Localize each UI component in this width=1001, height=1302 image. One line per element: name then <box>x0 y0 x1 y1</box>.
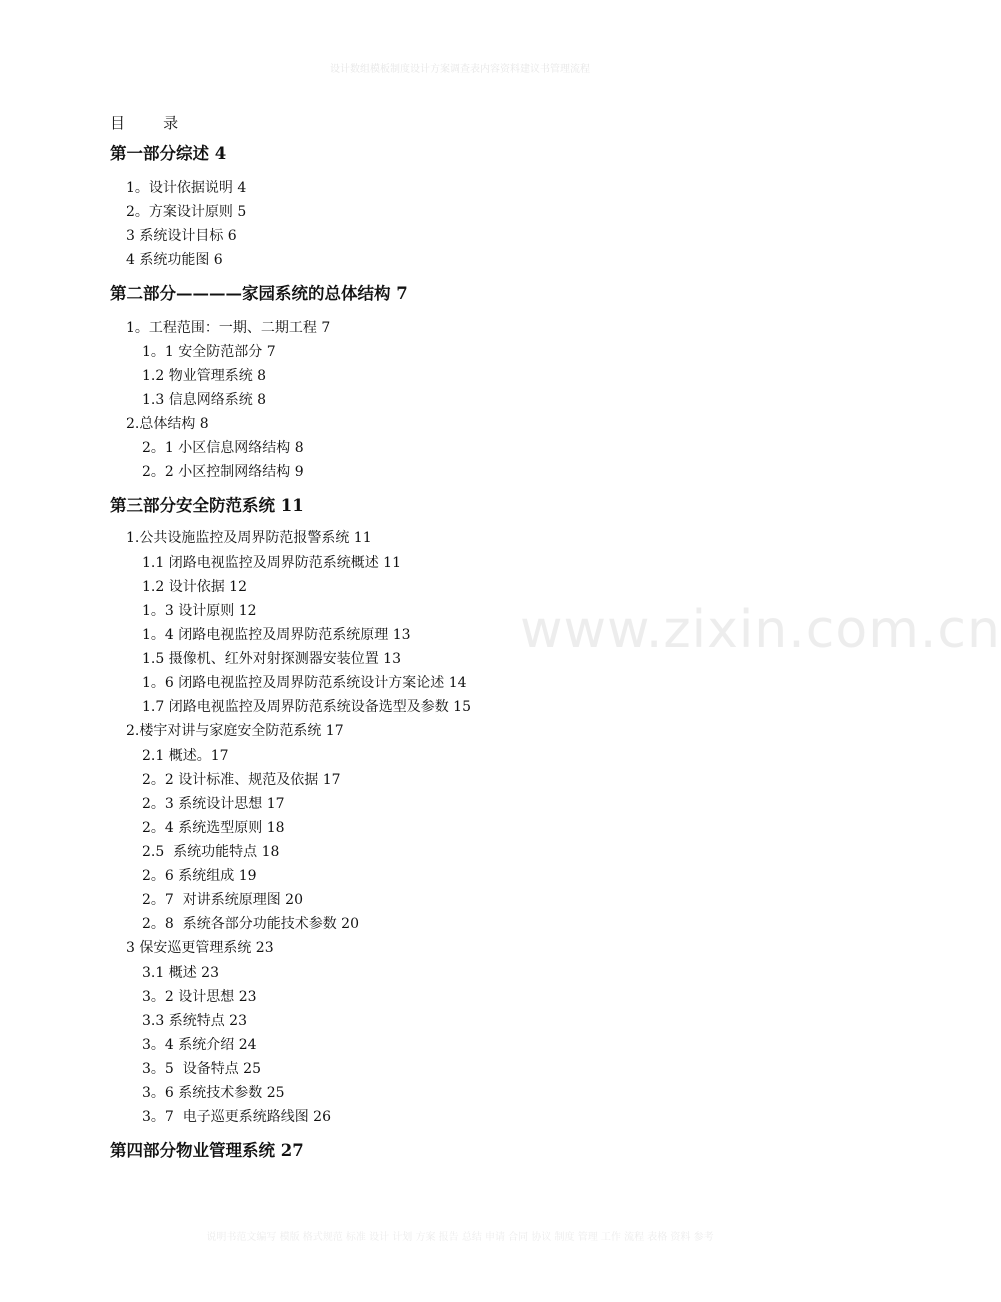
toc-subentry: 3.3 系统特点 23 <box>142 1013 247 1029</box>
toc-entry: 3 系统设计目标 6 <box>126 228 237 244</box>
part1-heading: 第一部分综述 4 <box>110 144 227 163</box>
toc-title: 目 录 <box>110 114 179 132</box>
toc-entry: 1。工程范围：一期、二期工程 7 <box>126 320 331 336</box>
toc-subentry: 3。6 系统技术参数 25 <box>142 1085 285 1101</box>
watermark: www.zixin.com.cn <box>520 600 1001 660</box>
toc-subentry: 1.2 设计依据 12 <box>142 579 247 595</box>
toc-subentry: 2。4 系统选型原则 18 <box>142 820 285 836</box>
toc-subentry: 1。3 设计原则 12 <box>142 603 257 619</box>
part3-heading: 第三部分安全防范系统 11 <box>110 496 304 515</box>
toc-subentry: 3。5 设备特点 25 <box>142 1061 261 1077</box>
toc-subentry: 2。7 对讲系统原理图 20 <box>142 892 303 908</box>
toc-subentry: 3。2 设计思想 23 <box>142 989 257 1005</box>
toc-subentry: 2。2 设计标准、规范及依据 17 <box>142 772 341 788</box>
toc-subentry: 2。8 系统各部分功能技术参数 20 <box>142 916 359 932</box>
toc-entry: 1。设计依据说明 4 <box>126 180 247 196</box>
toc-entry: 2。方案设计原则 5 <box>126 204 247 220</box>
toc-subentry: 1.7 闭路电视监控及周界防范系统设备选型及参数 15 <box>142 699 471 715</box>
toc-subentry: 1。4 闭路电视监控及周界防范系统原理 13 <box>142 627 411 643</box>
toc-subentry: 1.1 闭路电视监控及周界防范系统概述 11 <box>142 555 401 571</box>
toc-subentry: 2。6 系统组成 19 <box>142 868 257 884</box>
toc-entry: 4 系统功能图 6 <box>126 252 223 268</box>
part2-heading: 第二部分————家园系统的总体结构 7 <box>110 284 408 303</box>
toc-subentry: 1。1 安全防范部分 7 <box>142 344 276 360</box>
footer-note: 说明书范文编写 模版 格式规范 标准 设计 计划 方案 报告 总结 申请 合同 协议 制度 管理 工作 流程 表格 资料 参考 <box>206 1232 714 1243</box>
toc-subentry: 3。4 系统介绍 24 <box>142 1037 257 1053</box>
toc-subentry: 2。3 系统设计思想 17 <box>142 796 285 812</box>
toc-subentry: 1。6 闭路电视监控及周界防范系统设计方案论述 14 <box>142 675 467 691</box>
toc-subentry: 3.1 概述 23 <box>142 965 219 981</box>
toc-subentry: 2。1 小区信息网络结构 8 <box>142 440 304 456</box>
toc-subentry: 2.1 概述。17 <box>142 748 229 764</box>
toc-subentry: 1.3 信息网络系统 8 <box>142 392 267 408</box>
toc-subentry: 1.5 摄像机、红外对射探测器安装位置 13 <box>142 651 401 667</box>
toc-entry: 3 保安巡更管理系统 23 <box>126 940 274 956</box>
toc-entry: 2.楼宇对讲与家庭安全防范系统 17 <box>126 723 344 739</box>
toc-entry: 1.公共设施监控及周界防范报警系统 11 <box>126 530 372 546</box>
toc-subentry: 2。2 小区控制网络结构 9 <box>142 464 304 480</box>
toc-entry: 2.总体结构 8 <box>126 416 209 432</box>
toc-subentry: 1.2 物业管理系统 8 <box>142 368 267 384</box>
toc-subentry: 2.5 系统功能特点 18 <box>142 844 280 860</box>
header-note: 设计数组模板制度设计方案调查表内容资料建议书管理流程 <box>330 64 590 75</box>
part4-heading: 第四部分物业管理系统 27 <box>110 1141 304 1160</box>
toc-subentry: 3。7 电子巡更系统路线图 26 <box>142 1109 331 1125</box>
